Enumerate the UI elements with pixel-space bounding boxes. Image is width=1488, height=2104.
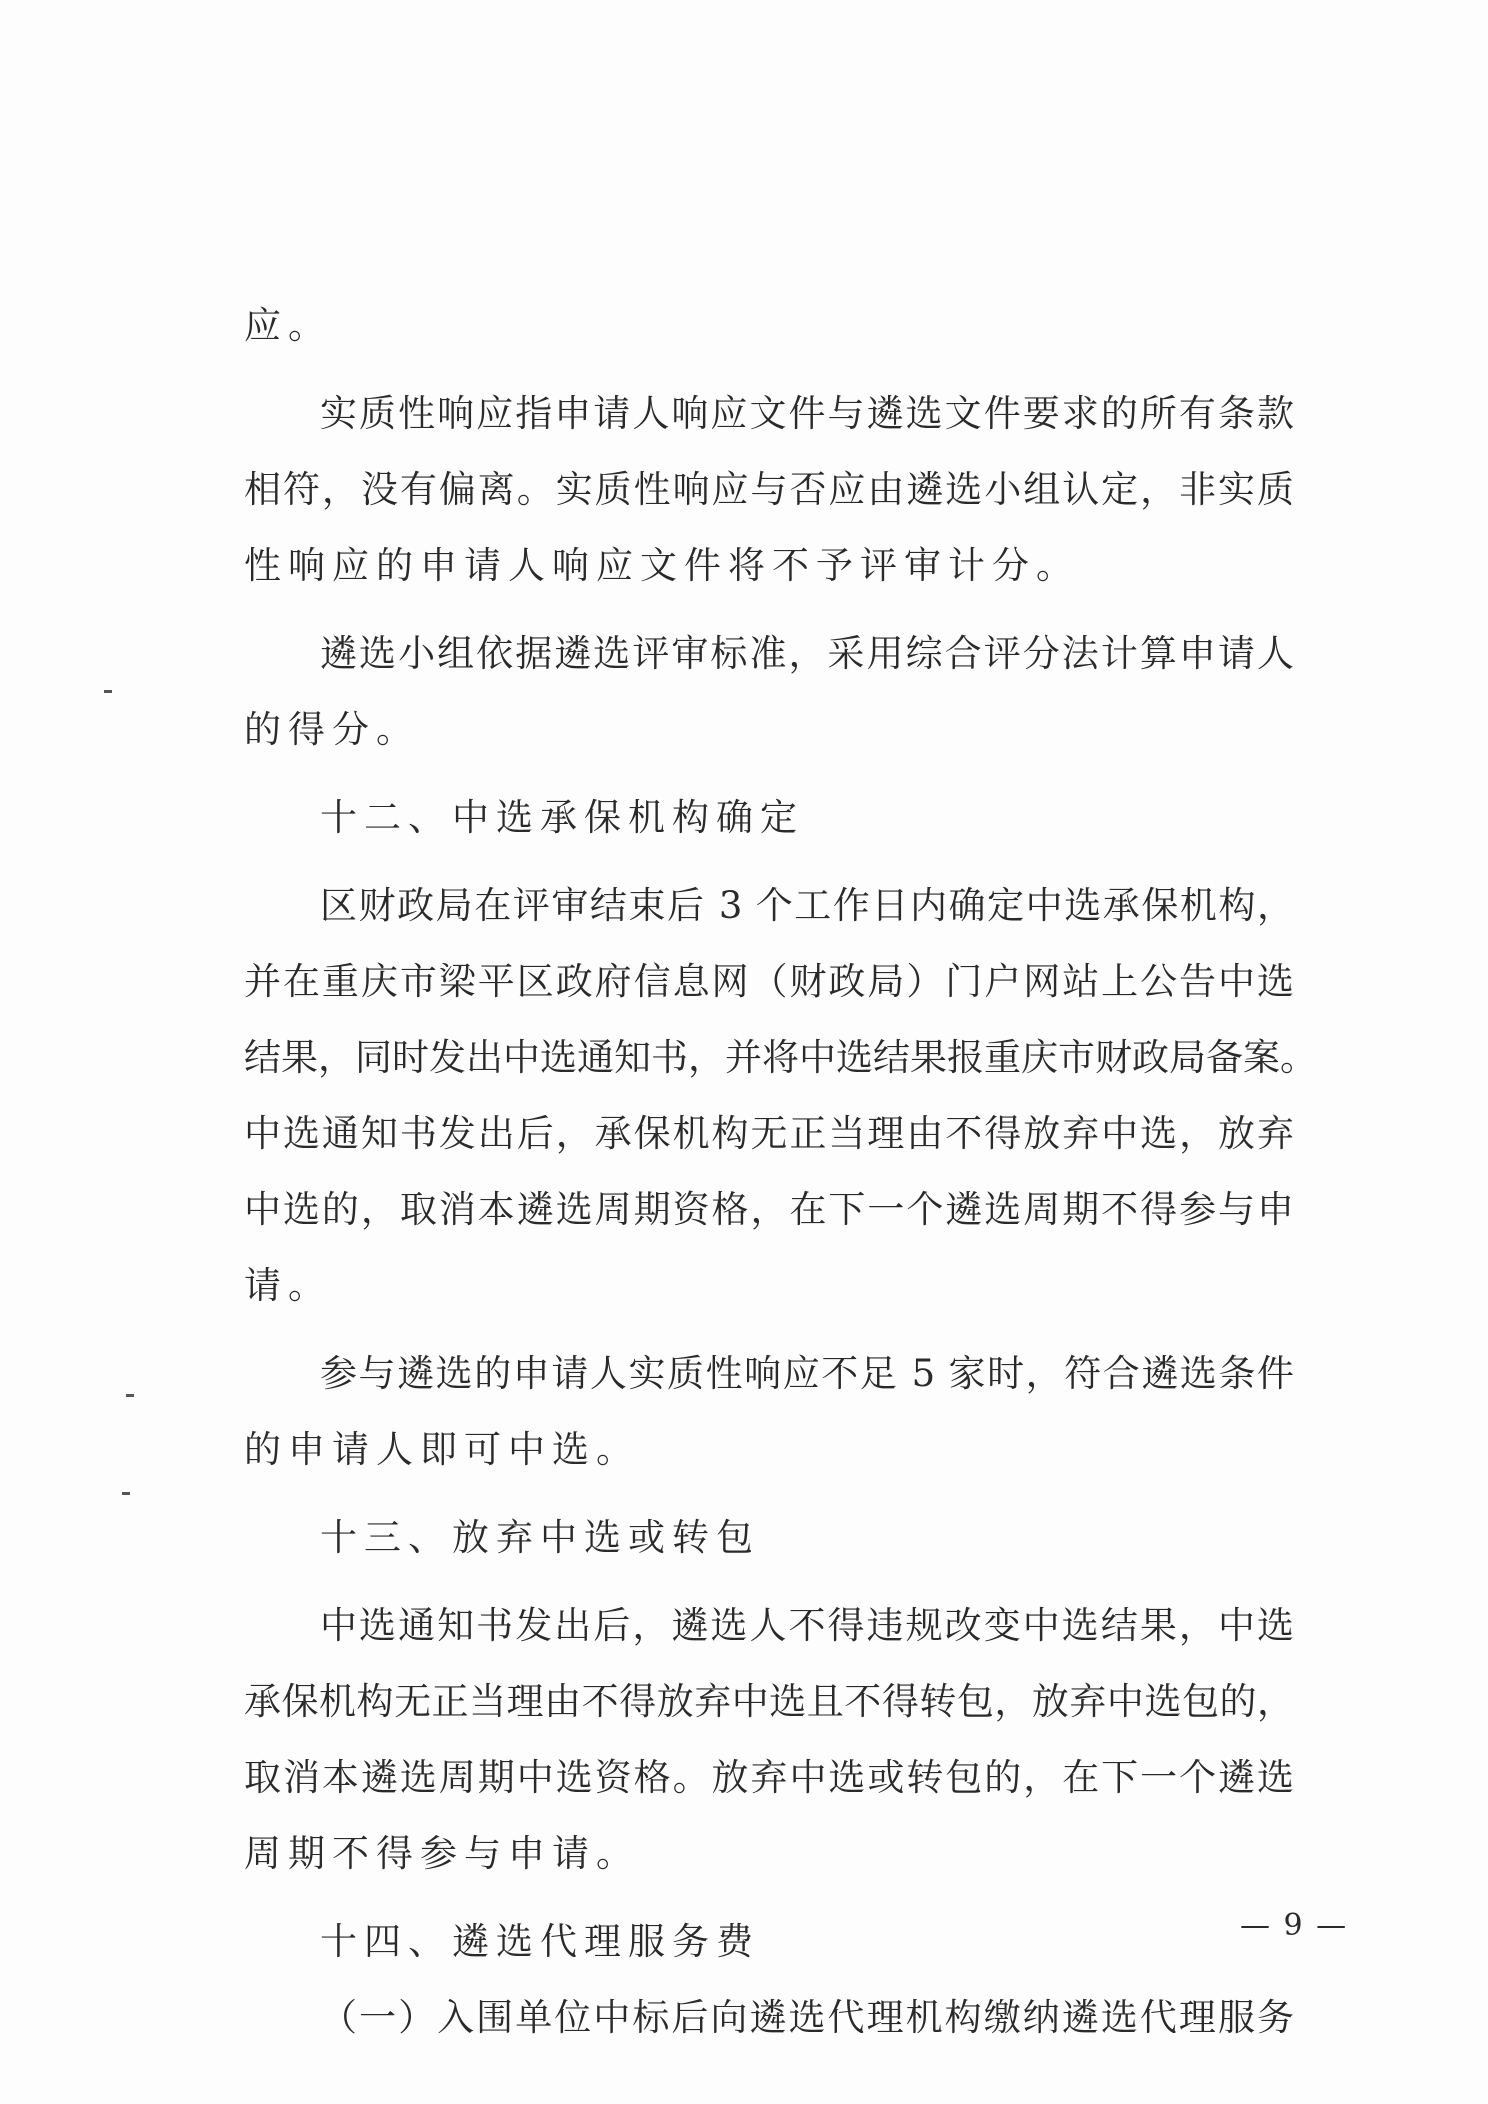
text-line: 承保机构无正当理由不得放弃中选且不得转包，放弃中选包的， xyxy=(244,1680,1294,1723)
text-line: 周期不得参与申请。 xyxy=(244,1832,640,1875)
text-line: 并在重庆市梁平区政府信息网（财政局）门户网站上公告中选 xyxy=(244,960,1294,1003)
text-line: 应。 xyxy=(244,304,332,347)
text-line: 中选通知书发出后，遴选人不得违规改变中选结果，中选 xyxy=(320,1604,1294,1647)
text-line: 实质性响应指申请人响应文件与遴选文件要求的所有条款 xyxy=(320,392,1294,435)
margin-mark xyxy=(122,1492,130,1495)
page-number: — 9 — xyxy=(1240,1908,1349,1943)
text-line: （一）入围单位中标后向遴选代理机构缴纳遴选代理服务 xyxy=(320,1996,1294,2039)
text-line: 的申请人即可中选。 xyxy=(244,1428,640,1471)
text-line: 区财政局在评审结束后 3 个工作日内确定中选承保机构， xyxy=(320,884,1294,927)
text-line: 结果，同时发出中选通知书，并将中选结果报重庆市财政局备案。 xyxy=(244,1036,1317,1079)
section-heading: 十二、中选承保机构确定 xyxy=(320,796,804,839)
text-line: 的得分。 xyxy=(244,708,420,751)
margin-mark xyxy=(126,1394,134,1397)
section-heading: 十四、遴选代理服务费 xyxy=(320,1920,760,1963)
text-line: 中选通知书发出后，承保机构无正当理由不得放弃中选，放弃 xyxy=(244,1112,1294,1155)
margin-mark xyxy=(104,690,112,693)
text-line: 相符，没有偏离。实质性响应与否应由遴选小组认定，非实质 xyxy=(244,468,1294,511)
text-line: 请。 xyxy=(244,1264,332,1307)
document-body xyxy=(244,288,1317,2056)
text-line: 遴选小组依据遴选评审标准，采用综合评分法计算申请人 xyxy=(320,632,1294,675)
text-line: 中选的，取消本遴选周期资格，在下一个遴选周期不得参与申 xyxy=(244,1188,1294,1231)
text-line: 性响应的申请人响应文件将不予评审计分。 xyxy=(244,544,1080,587)
text-line: 参与遴选的申请人实质性响应不足 5 家时，符合遴选条件 xyxy=(320,1352,1294,1395)
text-line: 取消本遴选周期中选资格。放弃中选或转包的，在下一个遴选 xyxy=(244,1756,1294,1799)
section-heading: 十三、放弃中选或转包 xyxy=(320,1516,760,1559)
